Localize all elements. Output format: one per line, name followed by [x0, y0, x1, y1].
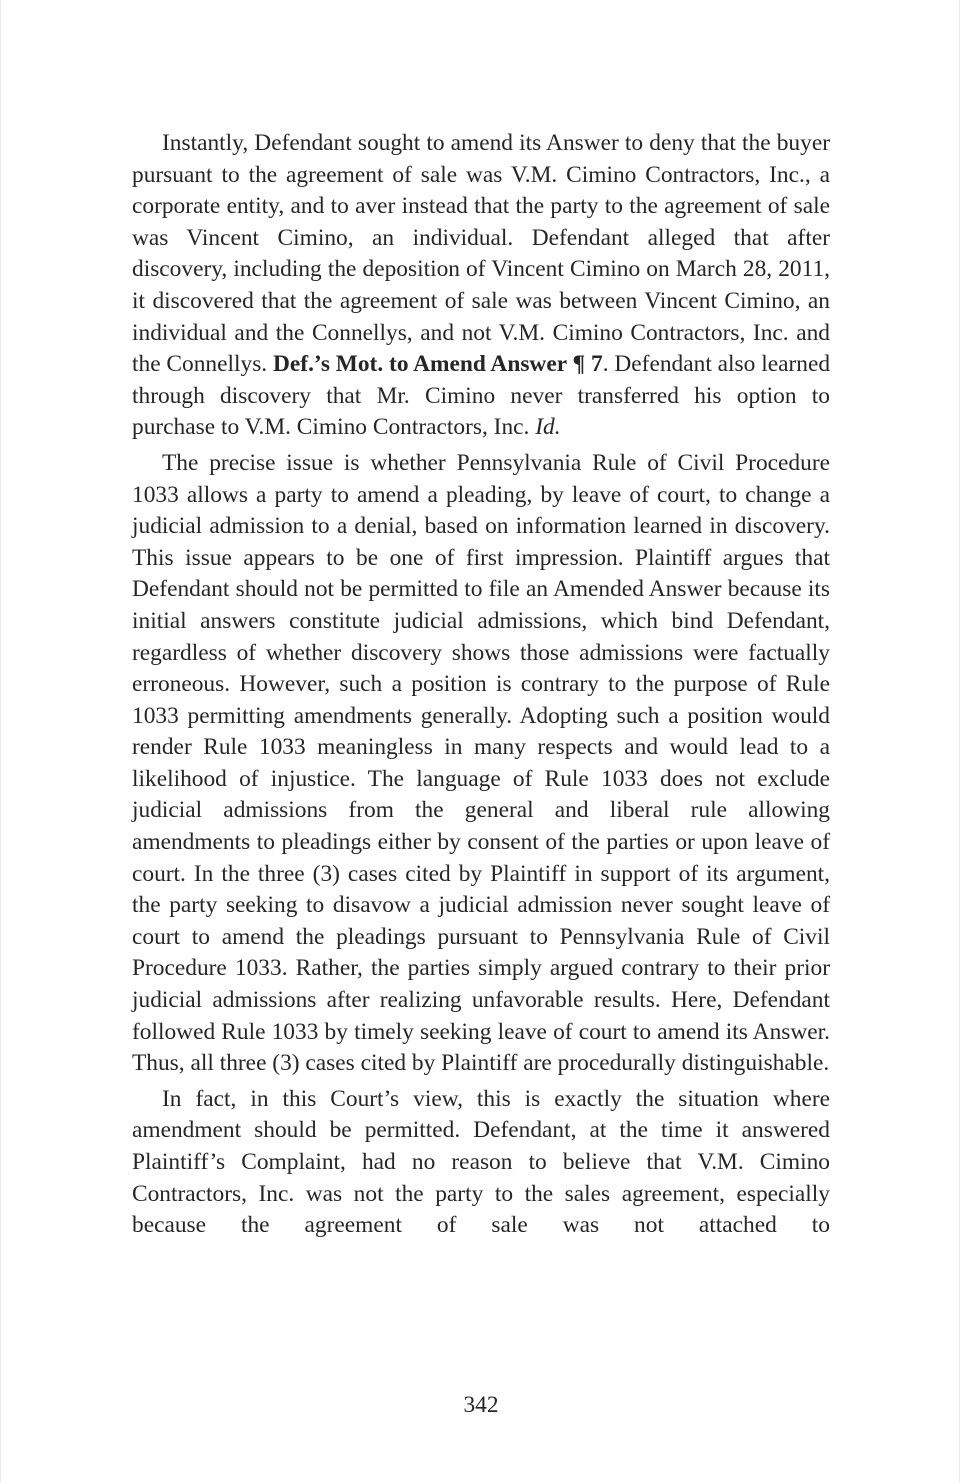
paragraph-1-text-continued: . Defendant also learned through discovery that Mr. Cimino never transferred his option to purchase to V.M. Cimino Contractors, Inc. [132, 351, 831, 441]
page-number: 342 [463, 1392, 499, 1418]
motion-citation: Def.’s Mot. to Amend Answer ¶ 7 [273, 351, 603, 378]
paragraph-1-text: Instantly, Defendant sought to amend its Answer to deny that the buyer pursuant to the agreement of sale was V.M. Cimino Contractors, Inc., a corporate entity, and to aver instead that the party to the agreement of sale was Vincent Cimino, an individual. Defendant alleged that after discovery, including the deposition of Vincent Cimino on March 28, 2011, it discovered that the agreement of sale was between Vincent Cimino, an individual and the Connellys, and not V.M. Cimino Contractors, Inc. and the Connellys. [132, 130, 830, 378]
paragraph-3: In fact, in this Court’s view, this is exactly the situation where amendment should be permitted. Defendant, at the time it answered Plaintiff’s Complaint, had no reason to believe that V.M. Cimino Contractors, Inc. was not the party to the sales agreement, especially because the agreement of sale was not attached to [132, 1085, 830, 1239]
id-citation: Id. [535, 414, 561, 441]
document-body [132, 128, 830, 1242]
paragraph-1 [132, 128, 830, 444]
paragraph-2: The precise issue is whether Pennsylvania Rule of Civil Procedure 1033 allows a party to amend a pleading, by leave of court, to change a judicial admission to a denial, based on information learned in discovery. This issue appears to be one of first impression. Plaintiff argues that Defendant should not be permitted to file an Amended Answer because its initial answers constitute judicial admissions, which bind Defendant, regardless of whether discovery shows those admissions were factually erroneous. However, such a position is contrary to the purpose of Rule 1033 permitting amendments generally. Adopting such a position would render Rule 1033 meaningless in many respects and would lead to a likelihood of injustice. The language of Rule 1033 does not exclude judicial admissions from the general and liberal rule allowing amendments to pleadings either by consent of the parties or upon leave of court. In the three (3) cases cited by Plaintiff in support of its argument, the party seeking to disavow a judicial admission never sought leave of court to amend the pleadings pursuant to Pennsylvania Rule of Civil Procedure 1033. Rather, the parties simply argued contrary to their prior judicial admissions after realizing unfavorable results. Here, Defendant followed Rule 1033 by timely seeking leave of court to amend its Answer. Thus, all three (3) cases cited by Plaintiff are procedurally distinguishable. [132, 449, 830, 1077]
